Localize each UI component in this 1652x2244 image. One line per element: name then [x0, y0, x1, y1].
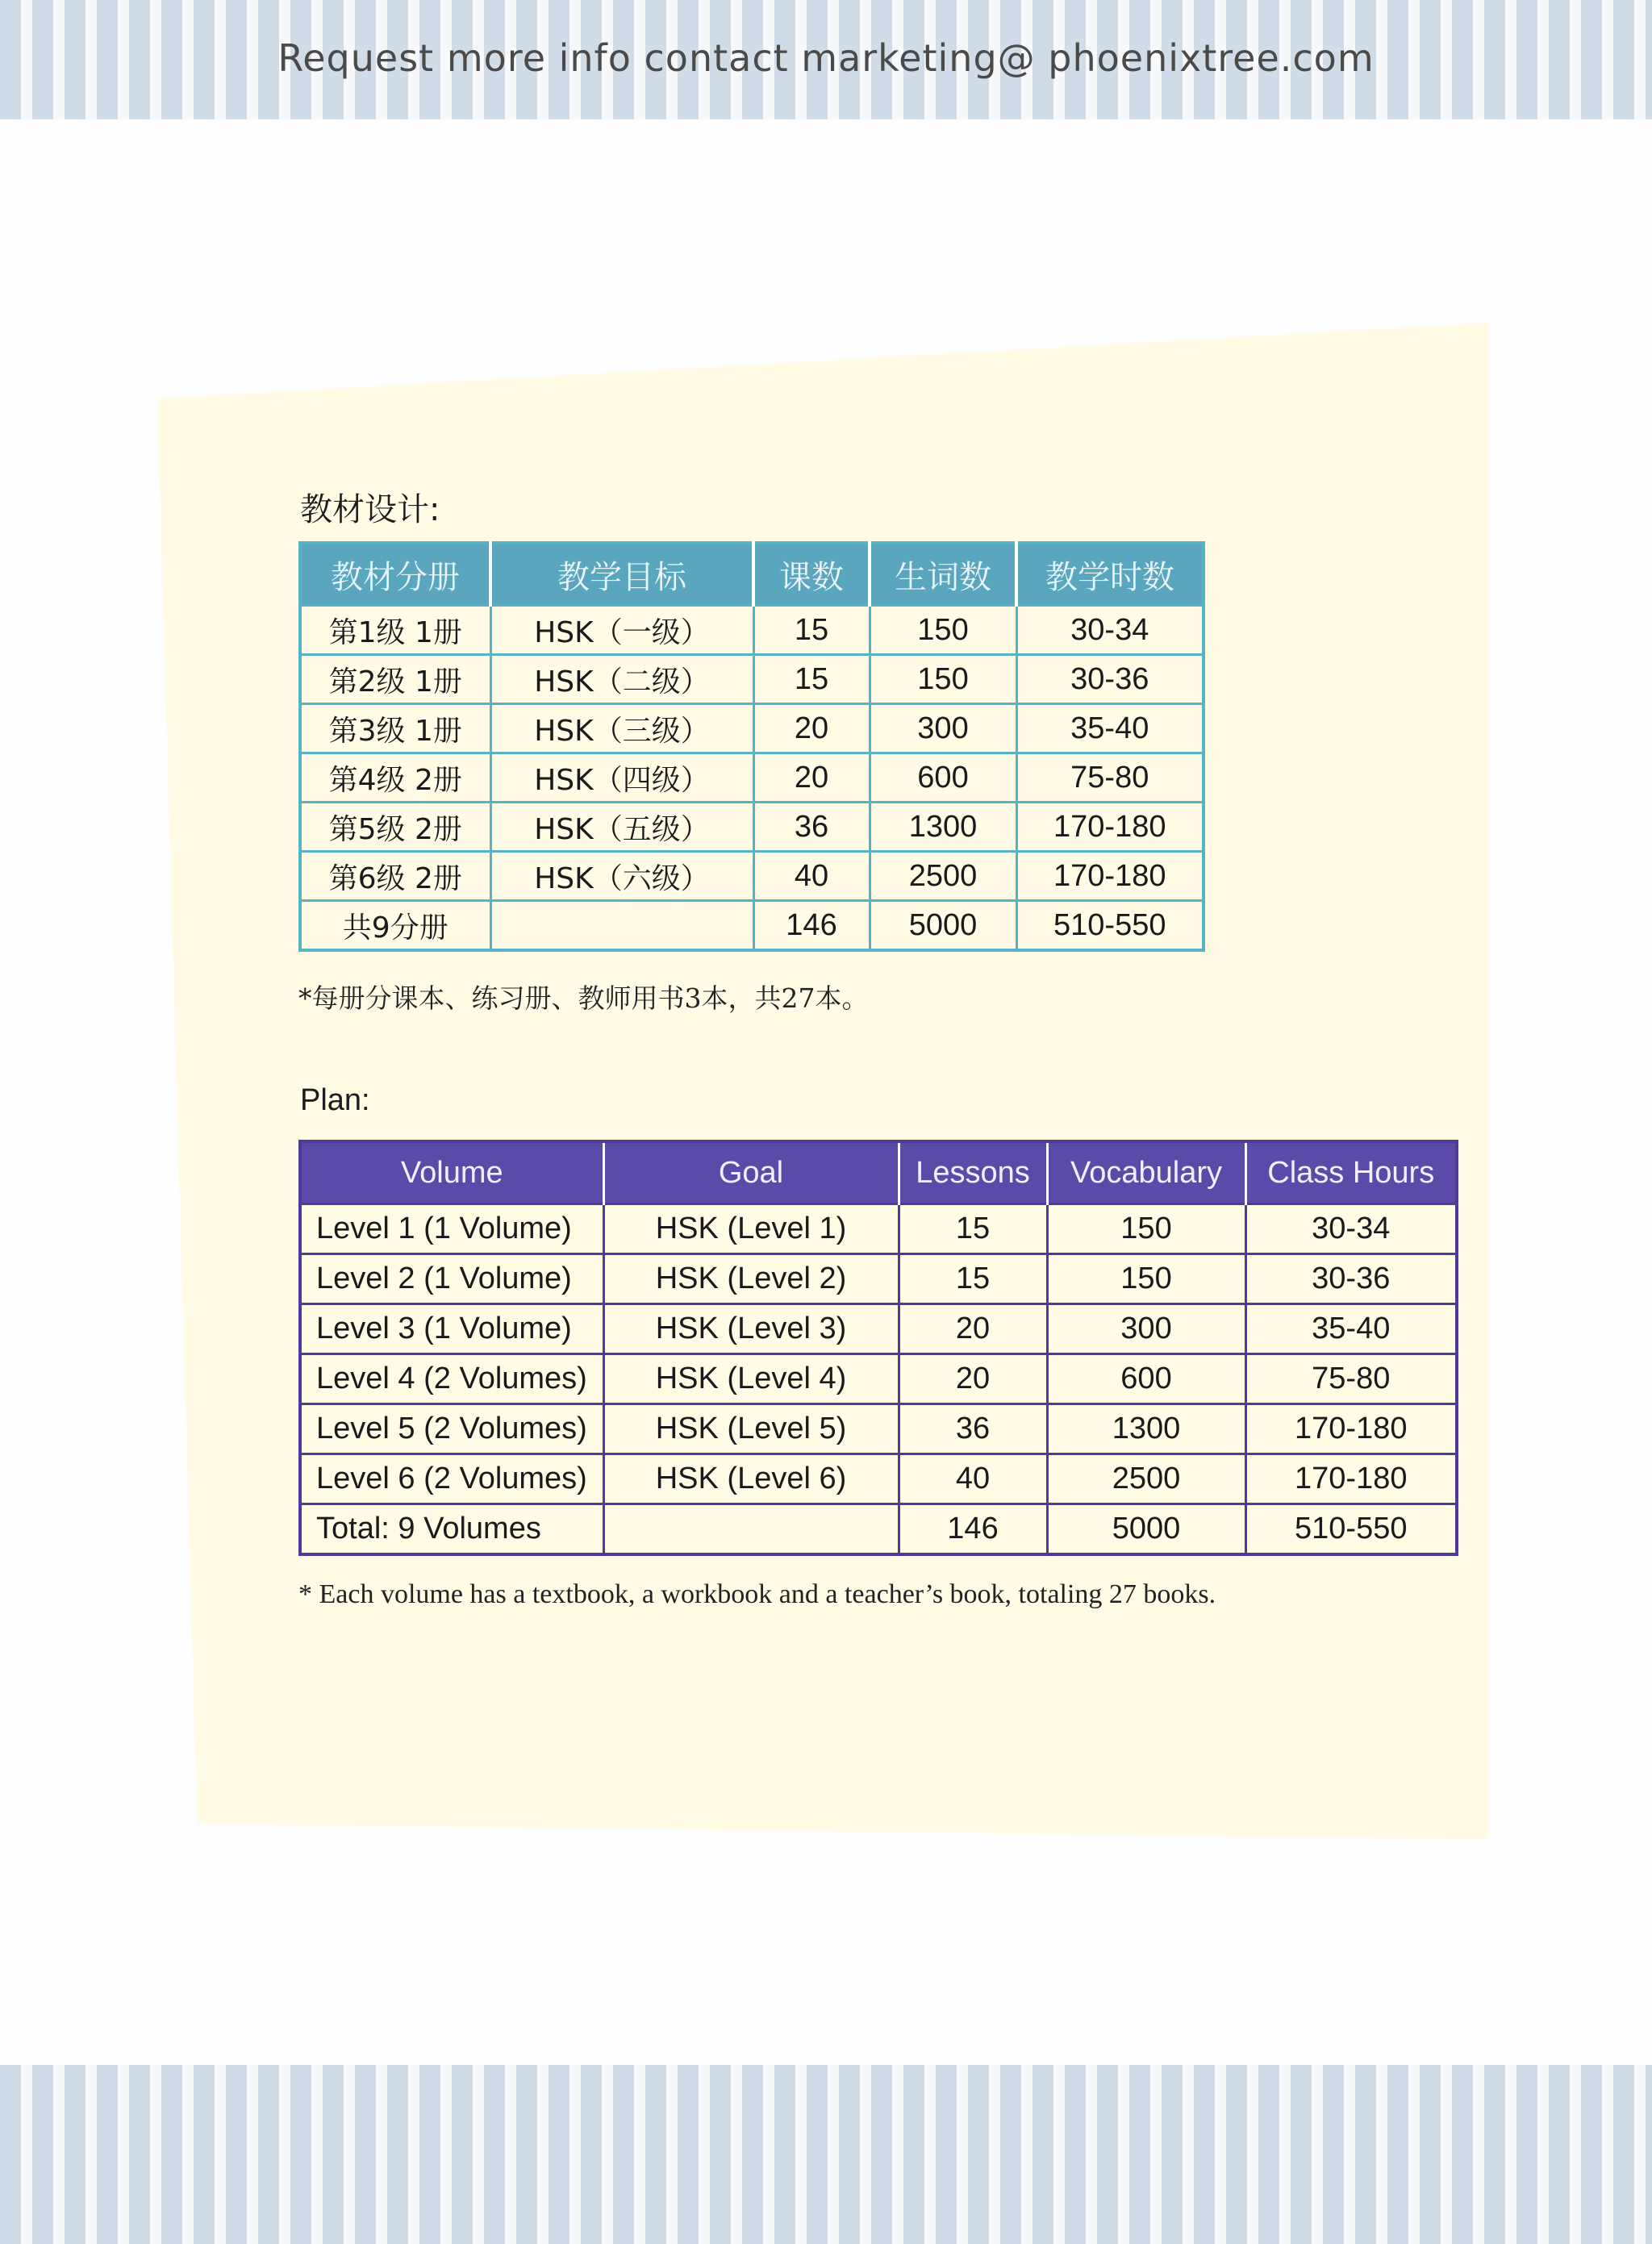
- lessons-cell: 20: [899, 1354, 1047, 1404]
- vocabulary-cell: 600: [870, 753, 1016, 803]
- lessons-cell: 36: [753, 803, 870, 852]
- vocabulary-cell: 1300: [1047, 1404, 1245, 1454]
- goal-cell: HSK（二级）: [490, 655, 753, 704]
- chinese-plan-heading: 教材设计:: [300, 491, 440, 528]
- vocabulary-cell: 300: [1047, 1304, 1245, 1354]
- class-hours-cell: 30-36: [1016, 655, 1204, 704]
- lessons-cell: 15: [753, 606, 870, 655]
- class-hours-cell: 30-36: [1245, 1254, 1457, 1304]
- lessons-cell: 20: [753, 753, 870, 803]
- column-header: 教学目标: [490, 543, 753, 606]
- volume-cell: 共9分册: [300, 901, 490, 951]
- lessons-cell: 40: [899, 1454, 1047, 1504]
- goal-cell: HSK (Level 5): [603, 1404, 899, 1454]
- column-header: Vocabulary: [1047, 1141, 1245, 1204]
- vocabulary-cell: 600: [1047, 1354, 1245, 1404]
- class-hours-cell: 35-40: [1245, 1304, 1457, 1354]
- lessons-cell: 15: [899, 1204, 1047, 1254]
- vocabulary-cell: 5000: [870, 901, 1016, 951]
- column-header: Class Hours: [1245, 1141, 1457, 1204]
- goal-cell: [603, 1504, 899, 1555]
- lessons-cell: 40: [753, 852, 870, 901]
- volume-cell: 第6级 2册: [300, 852, 490, 901]
- volume-cell: 第1级 1册: [300, 606, 490, 655]
- goal-cell: HSK（五级）: [490, 803, 753, 852]
- lessons-cell: 146: [899, 1504, 1047, 1555]
- chinese-footnote: *每册分课本、练习册、教师用书3本，共27本。: [298, 982, 869, 1014]
- class-hours-cell: 35-40: [1016, 704, 1204, 753]
- volume-cell: 第5级 2册: [300, 803, 490, 852]
- volume-cell: Level 1 (1 Volume): [300, 1204, 603, 1254]
- class-hours-cell: 170-180: [1245, 1454, 1457, 1504]
- class-hours-cell: 30-34: [1016, 606, 1204, 655]
- vocabulary-cell: 150: [870, 606, 1016, 655]
- volume-cell: Level 3 (1 Volume): [300, 1304, 603, 1354]
- class-hours-cell: 170-180: [1016, 803, 1204, 852]
- lessons-cell: 15: [899, 1254, 1047, 1304]
- goal-cell: HSK（六级）: [490, 852, 753, 901]
- class-hours-cell: 75-80: [1016, 753, 1204, 803]
- column-header: 生词数: [870, 543, 1016, 606]
- volume-cell: Level 2 (1 Volume): [300, 1254, 603, 1304]
- lessons-cell: 20: [753, 704, 870, 753]
- table-header-row: [300, 1141, 1457, 1204]
- table-row: [300, 1204, 1457, 1254]
- contact-banner: Request more info contact marketing@ phoenixtree.com: [277, 36, 1375, 80]
- table-row: [300, 1254, 1457, 1304]
- vocabulary-cell: 5000: [1047, 1504, 1245, 1555]
- table-row: [300, 1454, 1457, 1504]
- chinese-plan-table: [298, 541, 1205, 952]
- class-hours-cell: 75-80: [1245, 1354, 1457, 1404]
- table-row: [300, 1354, 1457, 1404]
- goal-cell: HSK（四级）: [490, 753, 753, 803]
- table-row: [300, 1404, 1457, 1454]
- column-header: Goal: [603, 1141, 899, 1204]
- table-row: [300, 655, 1204, 704]
- lessons-cell: 36: [899, 1404, 1047, 1454]
- class-hours-cell: 510-550: [1016, 901, 1204, 951]
- goal-cell: HSK（三级）: [490, 704, 753, 753]
- column-header: Volume: [300, 1141, 603, 1204]
- vocabulary-cell: 300: [870, 704, 1016, 753]
- vocabulary-cell: 2500: [1047, 1454, 1245, 1504]
- volume-cell: Level 6 (2 Volumes): [300, 1454, 603, 1504]
- class-hours-cell: 30-34: [1245, 1204, 1457, 1254]
- vocabulary-cell: 2500: [870, 852, 1016, 901]
- table-row: [300, 1304, 1457, 1354]
- goal-cell: HSK（一级）: [490, 606, 753, 655]
- volume-cell: Level 5 (2 Volumes): [300, 1404, 603, 1454]
- lessons-cell: 20: [899, 1304, 1047, 1354]
- goal-cell: HSK (Level 3): [603, 1304, 899, 1354]
- goal-cell: HSK (Level 6): [603, 1454, 899, 1504]
- goal-cell: HSK (Level 1): [603, 1204, 899, 1254]
- bottom-stripe-band: [0, 2065, 1652, 2244]
- vocabulary-cell: 1300: [870, 803, 1016, 852]
- english-plan-heading: Plan:: [300, 1083, 370, 1117]
- table-row: [300, 704, 1204, 753]
- class-hours-cell: 170-180: [1245, 1404, 1457, 1454]
- volume-cell: 第2级 1册: [300, 655, 490, 704]
- table-row: [300, 803, 1204, 852]
- volume-cell: 第3级 1册: [300, 704, 490, 753]
- table-header-row: [300, 543, 1204, 606]
- class-hours-cell: 170-180: [1016, 852, 1204, 901]
- table-row: [300, 606, 1204, 655]
- table-total-row: [300, 901, 1204, 951]
- table-total-row: [300, 1504, 1457, 1555]
- volume-cell: 第4级 2册: [300, 753, 490, 803]
- vocabulary-cell: 150: [1047, 1204, 1245, 1254]
- column-header: 教材分册: [300, 543, 490, 606]
- table-row: [300, 852, 1204, 901]
- column-header: 课数: [753, 543, 870, 606]
- vocabulary-cell: 150: [1047, 1254, 1245, 1304]
- vocabulary-cell: 150: [870, 655, 1016, 704]
- goal-cell: [490, 901, 753, 951]
- lessons-cell: 15: [753, 655, 870, 704]
- goal-cell: HSK (Level 4): [603, 1354, 899, 1404]
- column-header: Lessons: [899, 1141, 1047, 1204]
- goal-cell: HSK (Level 2): [603, 1254, 899, 1304]
- english-footnote: * Each volume has a textbook, a workbook and a teacher’s book, totaling 27 books.: [298, 1579, 1216, 1609]
- english-plan-table: [298, 1140, 1458, 1556]
- volume-cell: Level 4 (2 Volumes): [300, 1354, 603, 1404]
- table-row: [300, 753, 1204, 803]
- class-hours-cell: 510-550: [1245, 1504, 1457, 1555]
- lessons-cell: 146: [753, 901, 870, 951]
- column-header: 教学时数: [1016, 543, 1204, 606]
- volume-cell: Total: 9 Volumes: [300, 1504, 603, 1555]
